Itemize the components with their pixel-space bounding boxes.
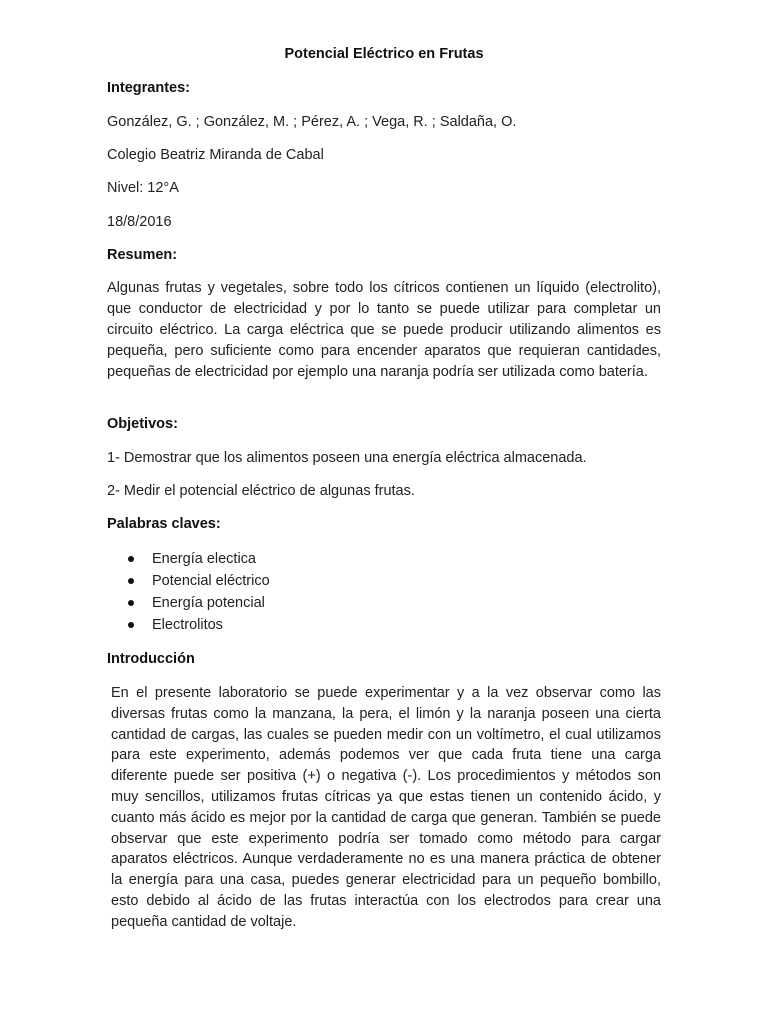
resumen-heading: Resumen:: [107, 247, 178, 263]
school-line: Colegio Beatriz Miranda de Cabal: [107, 147, 324, 163]
integrantes-heading: Integrantes:: [107, 80, 190, 96]
bullet-icon: [128, 622, 134, 628]
objetivo-2: 2- Medir el potencial eléctrico de algunas frutas.: [107, 483, 415, 499]
introduccion-heading: Introducción: [107, 651, 195, 667]
list-item: [107, 548, 270, 570]
list-item: [107, 570, 270, 592]
objetivo-1: 1- Demostrar que los alimentos poseen una energía eléctrica almacenada.: [107, 450, 587, 466]
resumen-paragraph: Algunas frutas y vegetales, sobre todo los cítricos contienen un líquido (electrolito), que conductor de electricidad y por lo tanto se puede utilizar para completar un circuito eléctrico. La carga eléctrica que se puede producir utilizando alimentos es pequeña, pero suficiente como para encender aparatos que requieran cantidades, pequeñas de electricidad por ejemplo una naranja podría ser utilizada como batería.: [107, 280, 661, 380]
introduccion-paragraph: En el presente laboratorio se puede experimentar y a la vez observar como las diversas frutas como la manzana, la pera, el limón y la naranja poseen una cierta cantidad de cargas, las cuales se pueden medir con un voltímetro, el cual utilizamos para este experimento, además podemos ver que cada fruta tiene una carga diferente puede ser positiva (+) o negativa (-). Los procedimientos y métodos son muy sencillos, utilizamos frutas cítricas ya que estas tienen un contenido ácido, y cuanto más ácido es mejor por la cantidad de carga que generan. También se puede observar que este experimento podría ser tomado como método para cargar aparatos eléctricos. Aunque verdaderamente no es una manera práctica de obtener la energía para una casa, puedes generar electricidad para un pequeño bombillo, esto debido al ácido de las frutas interactúa con los electrodos para crear una pequeña cantidad de voltaje.: [111, 685, 661, 930]
list-item: [107, 592, 270, 614]
bullet-icon: [128, 578, 134, 584]
level-line: Nivel: 12°A: [107, 180, 179, 196]
palabras-claves-heading: Palabras claves:: [107, 516, 221, 532]
bullet-icon: [128, 600, 134, 606]
authors-line: González, G. ; González, M. ; Pérez, A. ; Vega, R. ; Saldaña, O.: [107, 114, 517, 130]
keyword-label: Potencial eléctrico: [152, 573, 270, 589]
keyword-label: Electrolitos: [152, 617, 223, 633]
keywords-list: [107, 548, 270, 636]
document-title: Potencial Eléctrico en Frutas: [284, 46, 484, 62]
objetivos-heading: Objetivos:: [107, 416, 178, 432]
list-item: [107, 614, 270, 636]
keyword-label: Energía electica: [152, 551, 256, 567]
date-line: 18/8/2016: [107, 214, 172, 230]
bullet-icon: [128, 556, 134, 562]
keyword-label: Energía potencial: [152, 595, 265, 611]
